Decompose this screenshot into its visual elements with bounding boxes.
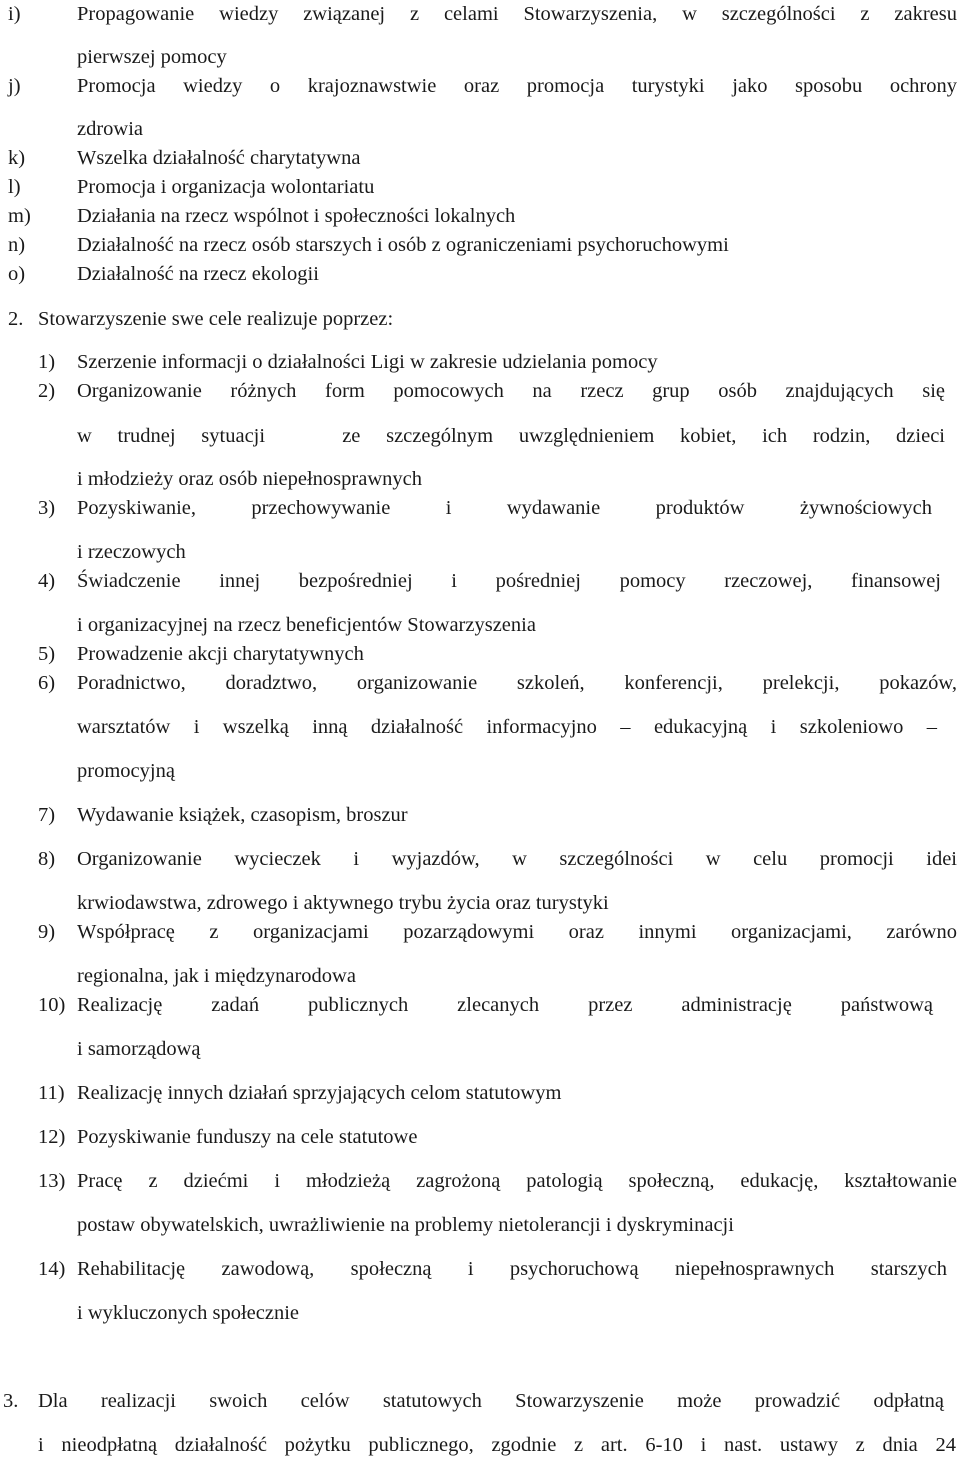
list-item-text: Działania na rzecz wspólnot i społeczności lokalnych bbox=[77, 205, 516, 227]
item-text: i młodzieży oraz osób niepełnosprawnych bbox=[77, 468, 422, 490]
item-text: Rehabilitację zawodową, społeczną i psychoruchową niepełnosprawnych starszych bbox=[77, 1258, 947, 1280]
item-text: postaw obywatelskich, uwrażliwienie na problemy nietolerancji i dyskryminacji bbox=[77, 1214, 734, 1236]
item-text: i rzeczowych bbox=[77, 541, 186, 563]
item-marker: 13) bbox=[38, 1170, 66, 1192]
item-marker: 8) bbox=[38, 848, 56, 870]
item-marker: 2) bbox=[38, 380, 56, 402]
item-text: Świadczenie innej bezpośredniej i pośredniej pomocy rzeczowej, finansowej bbox=[77, 570, 941, 592]
item-text: promocyjną bbox=[77, 760, 175, 782]
list-item-text: Działalność na rzecz ekologii bbox=[77, 263, 319, 285]
item-text: Realizację innych działań sprzyjających celom statutowym bbox=[77, 1082, 562, 1104]
list-item-continuation: zdrowia bbox=[77, 118, 144, 140]
list-item-continuation: pierwszej pomocy bbox=[77, 46, 227, 68]
item-text: Szerzenie informacji o działalności Ligi w zakresie udzielania pomocy bbox=[77, 351, 658, 373]
item-marker: 12) bbox=[38, 1126, 66, 1148]
item-text: Realizację zadań publicznych zlecanych przez administrację państwową bbox=[77, 994, 933, 1016]
item-text: i wykluczonych społecznie bbox=[77, 1302, 300, 1324]
list-marker: o) bbox=[8, 263, 26, 285]
item-text: warsztatów i wszelką inną działalność informacyjno – edukacyjną i szkoleniowo – bbox=[77, 716, 937, 738]
section-number: 2. bbox=[8, 308, 24, 330]
list-marker: j) bbox=[8, 75, 21, 97]
section-number: 3. bbox=[3, 1390, 19, 1412]
list-item-text: Wszelka działalność charytatywna bbox=[77, 147, 361, 169]
list-item-text: Promocja wiedzy o krajoznawstwie oraz promocja turystyki jako sposobu ochrony bbox=[77, 75, 957, 97]
item-marker: 9) bbox=[38, 921, 56, 943]
list-marker: i) bbox=[8, 3, 21, 25]
item-marker: 5) bbox=[38, 643, 56, 665]
item-marker: 6) bbox=[38, 672, 56, 694]
list-marker: l) bbox=[8, 176, 21, 198]
item-marker: 7) bbox=[38, 804, 56, 826]
item-text: regionalna, jak i międzynarodowa bbox=[77, 965, 356, 987]
item-marker: 11) bbox=[38, 1082, 65, 1104]
item-marker: 3) bbox=[38, 497, 56, 519]
list-item-text: Promocja i organizacja wolontariatu bbox=[77, 176, 375, 198]
item-text: Organizowanie wycieczek i wyjazdów, w szczególności w celu promocji idei bbox=[77, 848, 957, 870]
item-text: w trudnej sytuacji ze szczególnym uwzględnieniem kobiet, ich rodzin, dzieci bbox=[77, 425, 945, 447]
item-text: Pozyskiwanie, przechowywanie i wydawanie produktów żywnościowych bbox=[77, 497, 932, 519]
item-marker: 10) bbox=[38, 994, 66, 1016]
list-marker: k) bbox=[8, 147, 26, 169]
item-text: Prowadzenie akcji charytatywnych bbox=[77, 643, 364, 665]
list-marker: m) bbox=[8, 205, 31, 227]
item-text: Poradnictwo, doradztwo, organizowanie szkoleń, konferencji, prelekcji, pokazów, bbox=[77, 672, 957, 694]
item-text: i organizacyjnej na rzecz beneficjentów Stowarzyszenia bbox=[77, 614, 536, 636]
item-marker: 4) bbox=[38, 570, 56, 592]
section-heading: Stowarzyszenie swe cele realizuje poprzez: bbox=[38, 308, 394, 330]
item-text: Pozyskiwanie funduszy na cele statutowe bbox=[77, 1126, 418, 1148]
item-text: i samorządową bbox=[77, 1038, 201, 1060]
item-text: Współpracę z organizacjami pozarządowymi oraz innymi organizacjami, zarówno bbox=[77, 921, 957, 943]
list-item-text: Propagowanie wiedzy związanej z celami Stowarzyszenia, w szczególności z zakresu bbox=[77, 3, 957, 25]
section-text: i nieodpłatną działalność pożytku publicznego, zgodnie z art. 6-10 i nast. ustawy z dnia 24 bbox=[38, 1434, 956, 1456]
item-text: krwiodawstwa, zdrowego i aktywnego trybu życia oraz turystyki bbox=[77, 892, 609, 914]
item-text: Pracę z dziećmi i młodzieżą zagrożoną patologią społeczną, edukację, kształtowanie bbox=[77, 1170, 957, 1192]
list-marker: n) bbox=[8, 234, 26, 256]
item-marker: 1) bbox=[38, 351, 56, 373]
item-marker: 14) bbox=[38, 1258, 66, 1280]
item-text: Wydawanie książek, czasopism, broszur bbox=[77, 804, 408, 826]
item-text: Organizowanie różnych form pomocowych na rzecz grup osób znajdujących się bbox=[77, 380, 945, 402]
list-item-text: Działalność na rzecz osób starszych i osób z ograniczeniami psychoruchowymi bbox=[77, 234, 729, 256]
section-text: Dla realizacji swoich celów statutowych Stowarzyszenie może prowadzić odpłatną bbox=[38, 1390, 944, 1412]
